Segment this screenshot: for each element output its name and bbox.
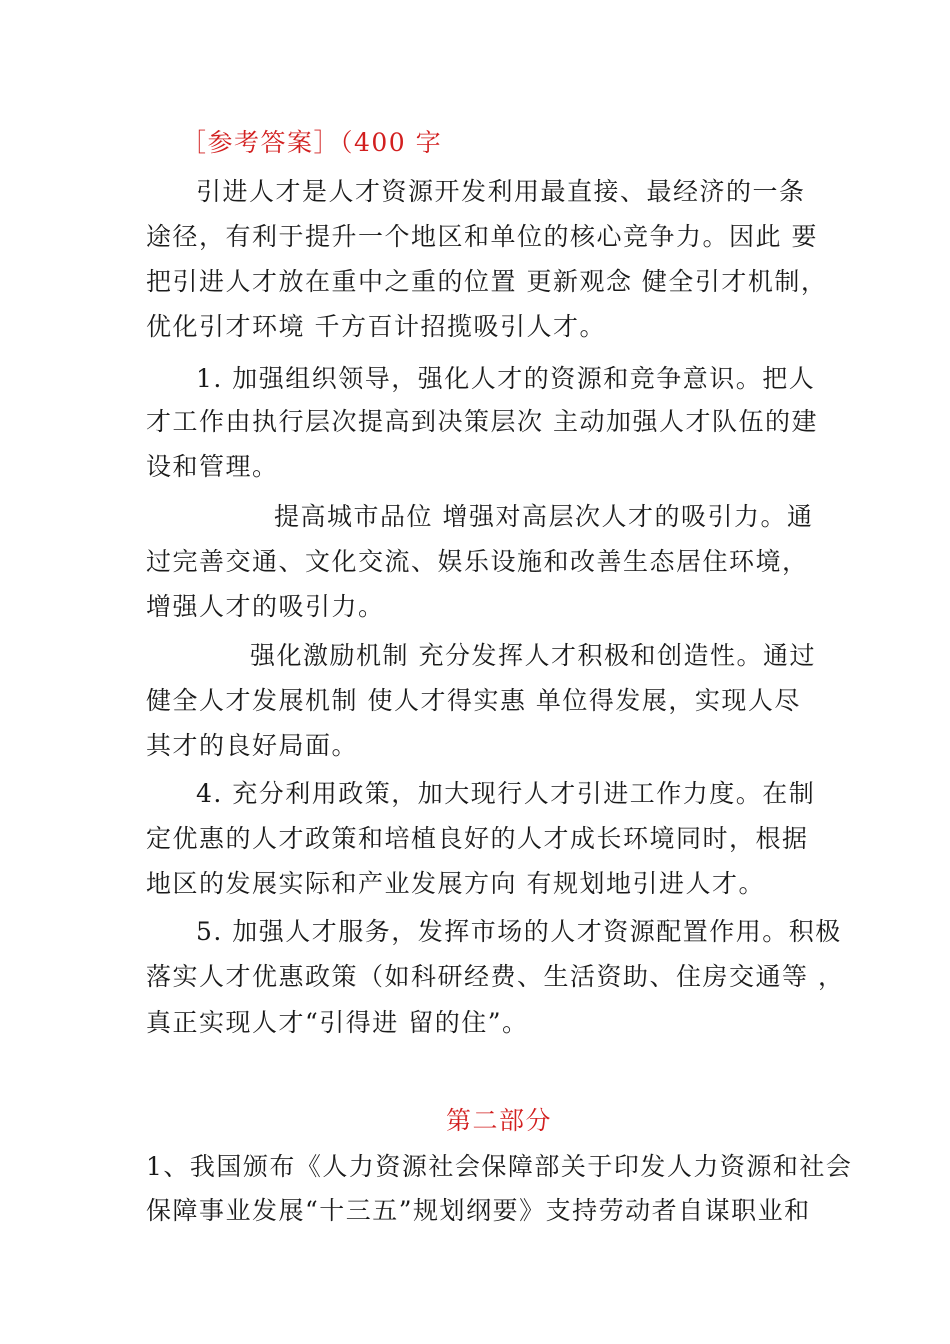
intro-line: 把引进人才放在重中之重的位置 更新观念 健全引才机制， (146, 267, 828, 296)
answer-heading: ［参考答案］（400 字 (181, 128, 443, 157)
part-two-heading: 第二部分 (446, 1106, 553, 1135)
point-5-line: 5. 加强人才服务，发挥市场的人才资源配置作用。积极 (196, 917, 842, 946)
point-3-line: 健全人才发展机制 使人才得实惠 单位得发展，实现人尽 (146, 686, 801, 715)
intro-line: 途径，有利于提升一个地区和单位的核心竞争力。因此 要 (146, 222, 818, 251)
point-4-line: 4. 充分利用政策，加大现行人才引进工作力度。在制 (196, 779, 816, 808)
point-2-line: 增强人才的吸引力。 (146, 592, 385, 621)
point-2-line: 过完善交通、文化交流、娱乐设施和改善生态居住环境， (146, 547, 809, 576)
point-2-line: 提高城市品位 增强对高层次人才的吸引力。通 (274, 502, 814, 531)
point-4-line: 地区的发展实际和产业发展方向 有规划地引进人才。 (146, 869, 765, 898)
point-3-line: 其才的良好局面。 (146, 731, 359, 760)
point-1-line: 设和管理。 (146, 452, 279, 481)
point-1-line: 才工作由执行层次提高到决策层次 主动加强人才队伍的建 (146, 407, 818, 436)
point-5-line: 落实人才优惠政策（如科研经费、生活资助、住房交通等 ， (146, 962, 845, 991)
point-3-line: 强化激励机制 充分发挥人才积极和创造性。通过 (250, 641, 816, 670)
intro-line: 引进人才是人才资源开发利用最直接、最经济的一条 (196, 177, 806, 206)
point-5-line: 真正实现人才“引得进 留的住”。 (146, 1008, 529, 1037)
question-1-line: 1、我国颁布《人力资源社会保障部关于印发人力资源和社会 (146, 1152, 853, 1181)
point-1-line: 1. 加强组织领导，强化人才的资源和竞争意识。把人 (196, 364, 816, 393)
question-1-line: 保障事业发展“十三五”规划纲要》支持劳动者自谋职业和 (146, 1196, 811, 1225)
intro-line: 优化引才环境 千方百计招揽吸引人才。 (146, 312, 606, 341)
point-4-line: 定优惠的人才政策和培植良好的人才成长环境同时，根据 (146, 824, 809, 853)
